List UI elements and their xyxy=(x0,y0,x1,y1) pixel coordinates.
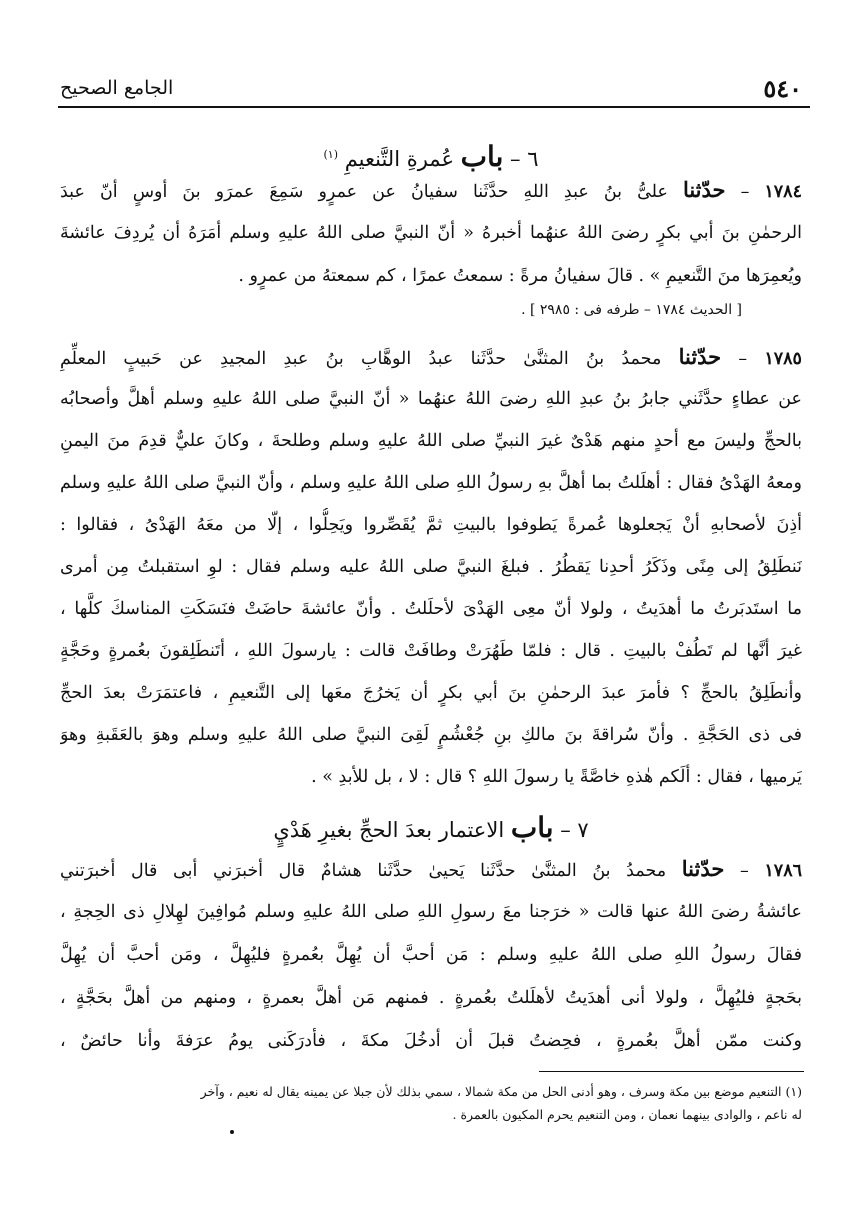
ink-dot xyxy=(230,1130,234,1134)
footnote-rule xyxy=(539,1071,804,1072)
chapter-number: ٧ xyxy=(577,818,589,842)
text-line: بحَجةٍ فليُهِلَّ ، ولولا أنى أهدَيتُ لأهلَلتُ بعُمرةٍ . فمنهم مَن أهلَّ بعمرةٍ ، ومنهم من أهلَّ بحَجَّةٍ ، xyxy=(60,988,802,1008)
text-line: نَنطَلِقُ إلى مِنًى وذَكَرُ أحدِنا يَقطُرُ . فبلغَ النبيَّ صلى اللهُ عليه وسلم فقال : لوِ استقبلتُ مِن أمرى xyxy=(60,557,802,577)
chapter-heading-7: ٧ – باب الاعتمار بعدَ الحجِّ بغيرِ هَدْيٍ xyxy=(273,811,589,844)
chapter-number: ٦ xyxy=(527,147,539,171)
text-line: محمدُ بنُ المثنَّىٰ حدَّثَنا يَحيىٰ حدَّثَنا هشامٌ قال أخبرَني أبى قال أخبرَتني xyxy=(60,861,667,881)
text-line: ويُعمِرَها منَ التَّنعيمِ » . قالَ سفيانُ مرةً : سمعتُ عمرًا ، كم سمعتهُ من عمرٍو . xyxy=(238,266,802,286)
hadith-reference: [ الحديث ١٧٨٤ – طرفه فى : ٢٩٨٥ ] . xyxy=(521,302,742,318)
footnote-mark: (١) xyxy=(323,148,338,161)
footnote-line: له ناعم ، والوادى بينهما نعمان ، ومن التنعيم يحرم المكيون بالعمرة . xyxy=(452,1107,802,1122)
running-head xyxy=(60,70,802,106)
text-line: ومعهُ الهَدْىُ فقال : أهلَلتُ بما أهلَّ بهِ رسولُ اللهِ صلى اللهُ عليهِ وسلم ، وأنّ النبيَّ صلى اللهُ عليهِ وسلم xyxy=(60,473,802,493)
text-line: الرحمٰنِ بنَ أبي بكرٍ رضىَ اللهُ عنهُما أخبرهُ « أنّ النبيَّ صلى اللهُ عليهِ وسلم أمَرَهُ أن يُردِفَ عائشةَ xyxy=(60,223,802,243)
text-line: فى ذى الحَجَّةِ . وأنّ سُراقةَ بنَ مالكِ بنِ جُعْشُمٍ لَقِىَ النبيَّ صلى اللهُ عليهِ وسلم وهوَ بالعَقَبةِ وهوَ xyxy=(60,725,802,745)
text-line: فقالَ رسولُ اللهِ صلى اللهُ عليهِ وسلم : مَن أحبَّ أن يُهِلَّ بعُمرةٍ فليُهِلَّ ، ومَن أحبَّ أن يُهِلَّ xyxy=(60,945,802,965)
bab-label: باب xyxy=(460,140,504,173)
text-line: عن عطاءٍ حدَّثَني جابرُ بنُ عبدِ اللهِ رضىَ اللهُ عنهُما « أنّ النبيَّ صلى اللهُ عليهِ وسلم أهلَّ وأصحابُه xyxy=(60,389,802,409)
hadith-number: ١٧٨٦ xyxy=(764,861,802,881)
footnote-line: (١) التنعيم موضع بين مكة وسرف ، وهو أدنى الحل من مكة شمالا ، سمي بذلك لأن جبلا عن يمينه يقال له نعيم ، وآخر xyxy=(200,1084,802,1099)
text-line: غيرَ أنَّها لم تَطُفْ بالبيتِ . قال : فلمّا طَهُرَتْ وطافَتْ قالت : يارسولَ اللهِ ، أتَنطَلِقونَ بعُمرةٍ وحَجَّةٍ xyxy=(60,641,802,661)
haddathana-word: حدّثنا xyxy=(681,856,725,881)
text-line: علىُّ بنُ عبدِ اللهِ حدَّثَنا سفيانُ عن عمرٍو سَمِعَ عمرَو بنَ أوسٍ أنّ عبدَ xyxy=(60,182,668,202)
hadith-1786-line-1: ١٧٨٦ – حدّثنا محمدُ بنُ المثنَّىٰ حدَّثَنا يَحيىٰ حدَّثَنا هشامٌ قال أخبرَني أبى قال أخبرَتني xyxy=(60,856,802,881)
chapter-title: عُمرةِ التَّنعيمِ xyxy=(344,147,454,171)
text-line: وكنت ممّن أهلَّ بعُمرةٍ ، فحِضتُ قبلَ أن أدخُلَ مكةَ ، فأدرَكَنى يومُ عرَفةَ وأنا حائضٌ ، xyxy=(60,1031,802,1051)
text-line: محمدُ بنُ المثنَّىٰ حدَّثَنا عبدُ الوهَّابِ بنُ عبدِ المجيدِ عن حَبيبٍ المعلِّمِ xyxy=(60,349,662,369)
header-rule xyxy=(58,106,810,108)
chapter-title: الاعتمار بعدَ الحجِّ بغيرِ هَدْيٍ xyxy=(273,818,505,842)
text-line: عائشةُ رضىَ اللهُ عنها قالت « خرَجنا معَ رسولِ اللهِ صلى اللهُ عليهِ وسلم مُوافِينَ لهِلالِ ذى الحِجةِ ، xyxy=(60,902,802,922)
text-line: وأنطَلِقُ بالحجِّ ؟ فأمرَ عبدَ الرحمٰنِ بنَ أبي بكرٍ أن يَخرُجَ معَها إلى التَّنعيمِ ، فاعتمَرَتْ بعدَ الحجِّ xyxy=(60,683,802,703)
chapter-heading-6: ٦ – باب عُمرةِ التَّنعيمِ $^{(١)}$ xyxy=(323,140,539,173)
hadith-number: ١٧٨٥ xyxy=(764,349,802,369)
hadith-1784-line-1: ١٧٨٤ – حدّثنا علىُّ بنُ عبدِ اللهِ حدَّثَنا سفيانُ عن عمرٍو سَمِعَ عمرَو بنَ أوسٍ أنّ عبدَ xyxy=(60,177,802,202)
text-line: ما استَدبَرتُ ما أهدَيتُ ، ولولا أنّ معِى الهَدْىَ لأحلَلتُ . وأنّ عائشةَ حاضَتْ فنَسَكَتِ المناسكَ كلَّها ، xyxy=(60,599,802,619)
text-line: يَرميها ، فقال : ألَكم هٰذهِ خاصَّةً يا رسولَ اللهِ ؟ قال : لا ، بل للأبدِ » . xyxy=(311,767,802,787)
bab-label: باب xyxy=(510,811,554,844)
haddathana-word: حدّثنا xyxy=(678,344,722,369)
text-line: بالحجِّ وليسَ مع أحدٍ منهم هَدْىٌ غيرَ النبيِّ صلى اللهُ عليهِ وسلم وطلحةَ ، وكانَ عليٌّ قدِمَ منَ اليمنِ xyxy=(60,431,802,451)
haddathana-word: حدّثنا xyxy=(682,177,726,202)
hadith-number: ١٧٨٤ xyxy=(764,182,802,202)
book-title: الجامع الصحيح xyxy=(60,77,174,99)
text-line: أذِنَ لأصحابهِ أنْ يَجعلوها عُمرةً يَطوفوا بالبيتِ ثمَّ يُقَصِّروا ويَحِلُّوا ، إلّا من معَهُ الهَدْىُ ، فقالوا : xyxy=(60,515,802,535)
hadith-1785-line-1: ١٧٨٥ – حدّثنا محمدُ بنُ المثنَّىٰ حدَّثَنا عبدُ الوهَّابِ بنُ عبدِ المجيدِ عن حَبيبٍ المعلِّمِ xyxy=(60,344,802,369)
page-number: ٥٤٠ xyxy=(763,73,802,103)
